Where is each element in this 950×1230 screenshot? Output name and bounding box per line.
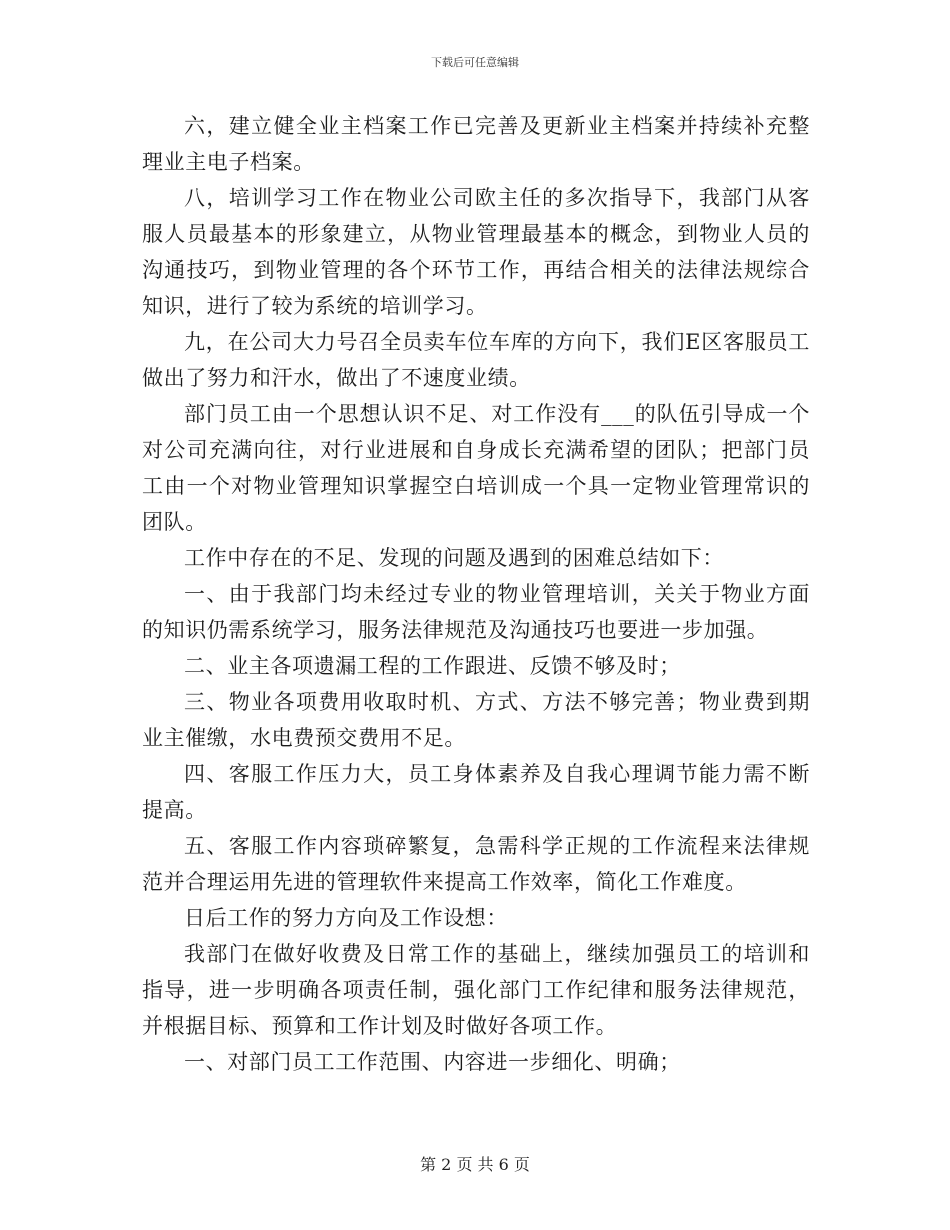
paragraph-future-intro: 日后工作的努力方向及工作设想： <box>184 906 508 930</box>
paragraph-shortcomings-intro: 工作中存在的不足、发现的问题及遇到的困难总结如下： <box>184 546 724 570</box>
paragraph-9-parking-sales: 九，在公司大力号召全员卖车位车库的方向下，我们E区客服员工做出了努力和汗水，做出了不速度业绩。 <box>142 330 810 390</box>
paragraph-shortcoming-5: 五、客服工作内容琐碎繁复，急需科学正规的工作流程来法律规范并合理运用先进的管理软件来提高工作效率，简化工作难度。 <box>142 834 810 894</box>
paragraph-shortcoming-4: 四、客服工作压力大，员工身体素养及自我心理调节能力需不断提高。 <box>142 762 810 822</box>
paragraph-shortcoming-3: 三、物业各项费用收取时机、方式、方法不够完善；物业费到期业主催缴，水电费预交费用不足。 <box>142 690 810 750</box>
page-header: 下载后可任意编辑 <box>431 56 519 69</box>
paragraph-shortcoming-2: 二、业主各项遗漏工程的工作跟进、反馈不够及时； <box>184 654 681 678</box>
paragraph-8-training: 八，培训学习工作在物业公司欧主任的多次指导下，我部门从客服人员最基本的形象建立，从物业管理最基本的概念，到物业人员的沟通技巧，到物业管理的各个环节工作，再结合相关的法律法规综合知识，进行了较为系统的培训学习。 <box>142 186 810 318</box>
paragraph-future-plan: 我部门在做好收费及日常工作的基础上，继续加强员工的培训和指导，进一步明确各项责任制，强化部门工作纪律和服务法律规范，并根据目标、预算和工作计划及时做好各项工作。 <box>142 942 810 1038</box>
paragraph-shortcoming-1: 一、由于我部门均未经过专业的物业管理培训，关关于物业方面的知识仍需系统学习，服务法律规范及沟通技巧也要进一步加强。 <box>142 582 810 642</box>
paragraph-6-archives: 六，建立健全业主档案工作已完善及更新业主档案并持续补充整理业主电子档案。 <box>142 114 810 174</box>
document-body <box>142 108 810 1080</box>
paragraph-team-growth: 部门员工由一个思想认识不足、对工作没有___的队伍引导成一个对公司充满向往，对行业进展和自身成长充满希望的团队；把部门员工由一个对物业管理知识掌握空白培训成一个具一定物业管理常识的团队。 <box>142 402 810 534</box>
paragraph-future-1: 一、对部门员工工作范围、内容进一步细化、明确； <box>184 1050 681 1074</box>
page-number: 第 2 页 共 6 页 <box>420 1155 530 1174</box>
